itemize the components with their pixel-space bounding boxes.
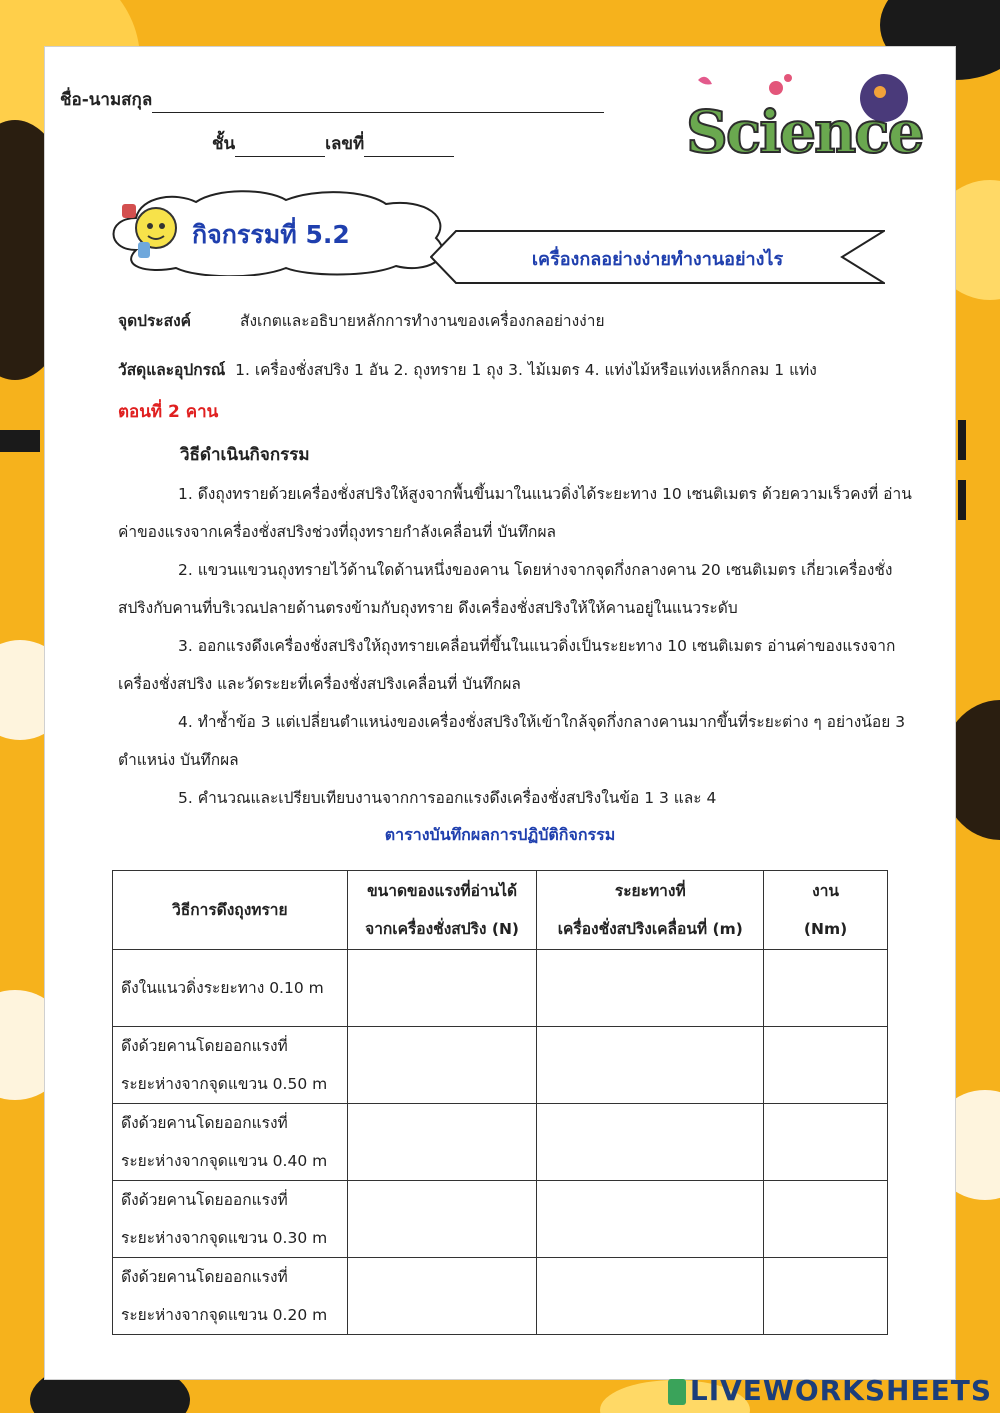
materials-text: 1. เครื่องชั่งสปริง 1 อัน 2. ถุงทราย 1 ถุง 3. ไม้เมตร 4. แท่งไม้หรือแท่งเหล็กกลม 1 แท่ง (235, 361, 817, 379)
row-method-line-2: ระยะห่างจากจุดแขวน 0.40 m (121, 1152, 328, 1170)
materials-row (118, 358, 817, 382)
procedure-step-3: 3. ออกแรงดึงเครื่องชั่งสปริงให้ถุงทรายเคลื่อนที่ขึ้นในแนวดิ่งเป็นระยะทาง 10 เซนติเมตร อ่านค่าของแรงจากเครื่องชั่งสปริง และวัดระยะที่เครื่องชั่งสปริงเคลื่อนที่ บันทึกผล (118, 637, 896, 693)
row-method-label (113, 1104, 348, 1181)
butterfly-icon (698, 77, 712, 85)
header-force-line-2: จากเครื่องชั่งสปริง (N) (365, 920, 519, 938)
header-work-line-2: (Nm) (803, 920, 848, 938)
row-method-label (113, 950, 348, 1027)
table-header-row (113, 871, 888, 950)
bubble-icon (769, 81, 783, 95)
force-input-cell[interactable] (347, 1258, 537, 1335)
objective-label: จุดประสงค์ (118, 312, 192, 330)
distance-input-cell[interactable] (537, 950, 764, 1027)
class-label: ชั้น (212, 134, 236, 154)
rocket-icon (874, 86, 886, 98)
force-input-cell[interactable] (347, 950, 537, 1027)
liveworksheets-text: LIVEWORKSHEETS (689, 1374, 992, 1407)
table-row (113, 950, 888, 1027)
part-heading: ตอนที่ 2 คาน (118, 402, 219, 422)
row-method-line-1: ดึงด้วยคานโดยออกแรงที่ (121, 1037, 288, 1055)
activity-badge (106, 188, 456, 276)
procedure-step-1: 1. ดึงถุงทรายด้วยเครื่องชั่งสปริงให้สูงจากพื้นขึ้นมาในแนวดิ่งได้ระยะทาง 10 เซนติเมตร ด้วยความเร็วคงที่ อ่านค่าของแรงจากเครื่องชั่งสปริงช่วงที่ถุงทรายกำลังเคลื่อนที่ บันทึกผล (118, 485, 912, 541)
background-stripe (958, 480, 966, 520)
header-method: วิธีการดึงถุงทราย (113, 871, 348, 950)
background-stripe (958, 420, 966, 460)
name-row (60, 86, 604, 113)
table-row (113, 1027, 888, 1104)
procedure-step-2: 2. แขวนแขวนถุงทรายไว้ด้านใดด้านหนึ่งของคาน โดยห่างจากจุดกึ่งกลางคาน 20 เซนติเมตร เกี่ยวเครื่องชั่งสปริงกับคานที่บริเวณปลายด้านตรงข้ามกับถุงทราย ดึงเครื่องชั่งสปริงให้ให้คานอยู่ในแนวระดับ (118, 561, 893, 617)
row-method-label (113, 1181, 348, 1258)
force-input-cell[interactable] (347, 1027, 537, 1104)
name-label: ชื่อ-นามสกุล (60, 90, 153, 110)
work-input-cell[interactable] (764, 1027, 888, 1104)
objective-row (118, 309, 605, 333)
materials-label: วัสดุและอุปกรณ์ (118, 361, 226, 379)
objective-text: สังเกตและอธิบายหลักการทำงานของเครื่องกลอย่างง่าย (240, 312, 605, 330)
row-method-line-2: ระยะห่างจากจุดแขวน 0.30 m (121, 1229, 328, 1247)
class-number-row (212, 130, 454, 157)
distance-input-cell[interactable] (537, 1258, 764, 1335)
row-method-line-2: ระยะห่างจากจุดแขวน 0.50 m (121, 1075, 328, 1093)
procedure-heading: วิธีดำเนินกิจกรรม (180, 445, 310, 465)
distance-input-cell[interactable] (537, 1104, 764, 1181)
scientist-mascot-icon (116, 190, 186, 260)
liveworksheets-logo[interactable] (668, 1374, 992, 1407)
distance-input-cell[interactable] (537, 1181, 764, 1258)
activity-title-banner (430, 230, 885, 284)
procedure-step-5: 5. คำนวณและเปรียบเทียบงานจากการออกแรงดึงเครื่องชั่งสปริงในข้อ 1 3 และ 4 (178, 789, 717, 807)
header-force (347, 871, 537, 950)
force-input-cell[interactable] (347, 1104, 537, 1181)
number-input-line[interactable] (364, 136, 454, 157)
header-distance-line-1: ระยะทางที่ (614, 882, 686, 900)
row-method-line-1: ดึงด้วยคานโดยออกแรงที่ (121, 1191, 288, 1209)
table-row (113, 1258, 888, 1335)
activity-number: กิจกรรมที่ 5.2 (192, 220, 350, 249)
work-input-cell[interactable] (764, 950, 888, 1027)
work-input-cell[interactable] (764, 1181, 888, 1258)
class-input-line[interactable] (235, 136, 325, 157)
row-method-label (113, 1027, 348, 1104)
distance-input-cell[interactable] (537, 1027, 764, 1104)
results-table (112, 870, 888, 1335)
table-row (113, 1181, 888, 1258)
background-stripe (0, 430, 40, 452)
work-input-cell[interactable] (764, 1104, 888, 1181)
row-method-line-1: ดึงในแนวดิ่งระยะทาง 0.10 m (121, 979, 324, 997)
header-force-line-1: ขนาดของแรงที่อ่านได้ (367, 882, 518, 900)
science-logo-text: Science (686, 98, 923, 166)
header-work (764, 871, 888, 950)
table-caption: ตารางบันทึกผลการปฏิบัติกิจกรรม (384, 825, 616, 844)
name-input-line[interactable] (152, 92, 604, 113)
header-distance-line-2: เครื่องชั่งสปริงเคลื่อนที่ (m) (557, 920, 743, 938)
row-method-label (113, 1258, 348, 1335)
row-method-line-1: ดึงด้วยคานโดยออกแรงที่ (121, 1114, 288, 1132)
activity-title: เครื่องกลอย่างง่ายทำงานอย่างไร (531, 249, 784, 270)
row-method-line-2: ระยะห่างจากจุดแขวน 0.20 m (121, 1306, 328, 1324)
number-label: เลขที่ (325, 134, 365, 154)
header-distance (537, 871, 764, 950)
liveworksheets-icon (668, 1379, 686, 1405)
row-method-line-1: ดึงด้วยคานโดยออกแรงที่ (121, 1268, 288, 1286)
table-row (113, 1104, 888, 1181)
header-work-line-1: งาน (812, 882, 839, 900)
work-input-cell[interactable] (764, 1258, 888, 1335)
procedure-step-4: 4. ทำซ้ำข้อ 3 แต่เปลี่ยนตำแหน่งของเครื่องชั่งสปริงให้เข้าใกล้จุดกึ่งกลางคานมากขึ้นที่ระยะต่าง ๆ อย่างน้อย 3 ตำแหน่ง บันทึกผล (118, 713, 906, 769)
force-input-cell[interactable] (347, 1181, 537, 1258)
science-logo (684, 70, 934, 180)
bubble-icon (784, 74, 792, 82)
